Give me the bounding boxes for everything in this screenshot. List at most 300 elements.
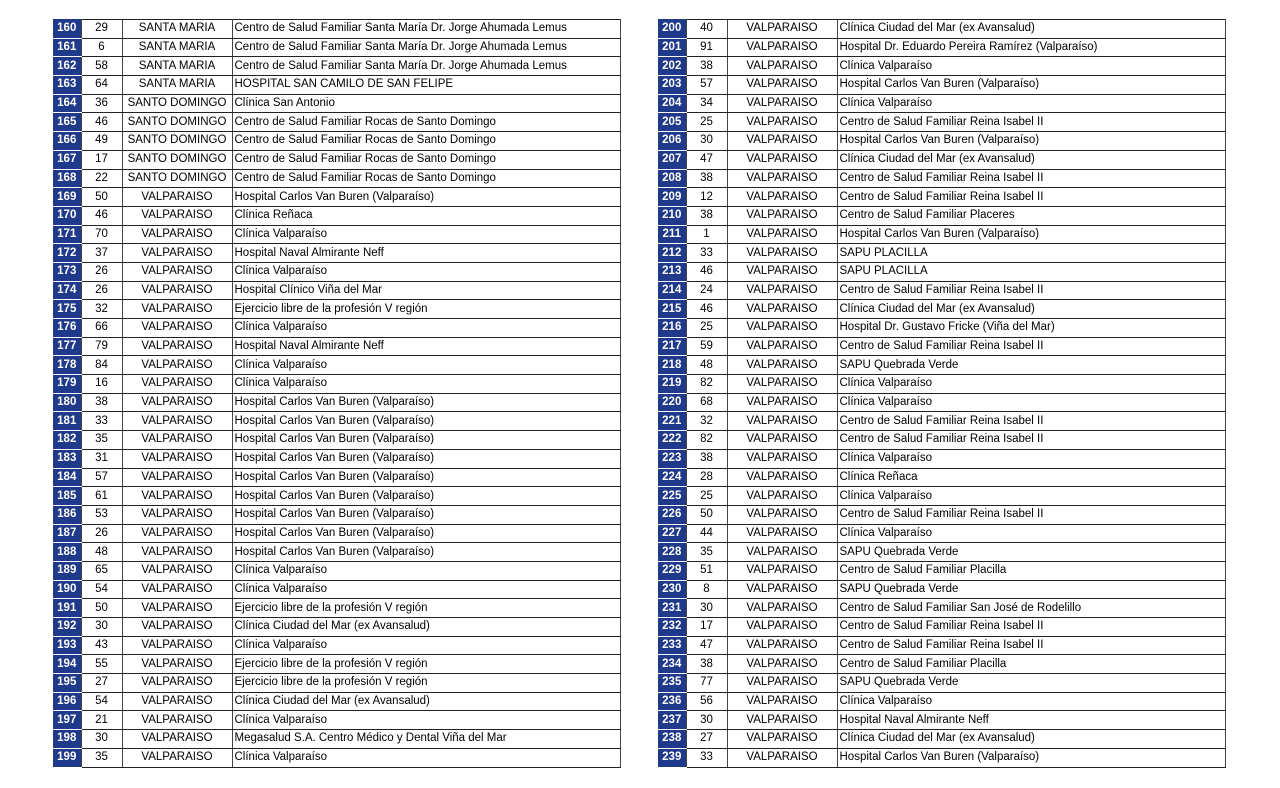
centro-cell: Clínica Valparaíso [232, 748, 620, 767]
row-number: 180 [53, 393, 81, 412]
table-row [658, 356, 1225, 375]
centro-cell: Megasalud S.A. Centro Médico y Dental Viña del Mar [232, 730, 620, 749]
centro-cell: Centro de Salud Familiar Santa María Dr. Jorge Ahumada Lemus [232, 20, 620, 39]
right-table-body [658, 20, 1225, 768]
table-row [53, 505, 620, 524]
centro-cell: Hospital Naval Almirante Neff [232, 337, 620, 356]
age-cell: 35 [81, 431, 122, 450]
age-cell: 43 [81, 636, 122, 655]
table-row [53, 319, 620, 338]
centro-cell: Clínica Ciudad del Mar (ex Avansalud) [232, 692, 620, 711]
row-number: 164 [53, 94, 81, 113]
comuna-cell: VALPARAISO [122, 225, 232, 244]
centro-cell: Clínica Valparaíso [232, 561, 620, 580]
table-row [53, 674, 620, 693]
centro-cell: Clínica Valparaíso [232, 225, 620, 244]
centro-cell: Centro de Salud Familiar Rocas de Santo Domingo [232, 150, 620, 169]
age-cell: 82 [686, 375, 727, 394]
comuna-cell: VALPARAISO [727, 748, 837, 767]
row-number: 191 [53, 599, 81, 618]
age-cell: 25 [686, 487, 727, 506]
table-row [658, 692, 1225, 711]
age-cell: 55 [81, 655, 122, 674]
comuna-cell: VALPARAISO [727, 319, 837, 338]
age-cell: 40 [686, 20, 727, 39]
centro-cell: Centro de Salud Familiar Rocas de Santo Domingo [232, 113, 620, 132]
age-cell: 38 [686, 57, 727, 76]
centro-cell: Centro de Salud Familiar Reina Isabel II [837, 281, 1225, 300]
comuna-cell: VALPARAISO [122, 412, 232, 431]
row-number: 195 [53, 674, 81, 693]
row-number: 237 [658, 711, 686, 730]
table-row [658, 393, 1225, 412]
comuna-cell: VALPARAISO [122, 636, 232, 655]
row-number: 171 [53, 225, 81, 244]
table-row [53, 543, 620, 562]
comuna-cell: VALPARAISO [122, 748, 232, 767]
age-cell: 26 [81, 281, 122, 300]
centro-cell: Hospital Carlos Van Buren (Valparaíso) [232, 487, 620, 506]
row-number: 228 [658, 543, 686, 562]
centro-cell: SAPU Quebrada Verde [837, 580, 1225, 599]
centro-cell: Centro de Salud Familiar Reina Isabel II [837, 636, 1225, 655]
row-number: 186 [53, 505, 81, 524]
comuna-cell: VALPARAISO [122, 244, 232, 263]
comuna-cell: VALPARAISO [122, 655, 232, 674]
centro-cell: Clínica Reñaca [837, 468, 1225, 487]
age-cell: 6 [81, 38, 122, 57]
age-cell: 82 [686, 431, 727, 450]
age-cell: 25 [686, 319, 727, 338]
table-row [53, 487, 620, 506]
comuna-cell: VALPARAISO [122, 618, 232, 637]
centro-cell: Centro de Salud Familiar Rocas de Santo Domingo [232, 169, 620, 188]
centro-cell: Clínica Valparaíso [837, 375, 1225, 394]
row-number: 209 [658, 188, 686, 207]
centro-cell: Clínica Ciudad del Mar (ex Avansalud) [232, 618, 620, 637]
comuna-cell: VALPARAISO [727, 132, 837, 151]
row-number: 216 [658, 319, 686, 338]
comuna-cell: VALPARAISO [727, 487, 837, 506]
age-cell: 54 [81, 580, 122, 599]
row-number: 219 [658, 375, 686, 394]
row-number: 239 [658, 748, 686, 767]
comuna-cell: VALPARAISO [727, 20, 837, 39]
age-cell: 66 [81, 319, 122, 338]
comuna-cell: VALPARAISO [727, 431, 837, 450]
table-row [658, 150, 1225, 169]
comuna-cell: VALPARAISO [122, 300, 232, 319]
centro-cell: Centro de Salud Familiar Placilla [837, 561, 1225, 580]
row-number: 181 [53, 412, 81, 431]
table-row [53, 94, 620, 113]
table-row [658, 38, 1225, 57]
centro-cell: Hospital Carlos Van Buren (Valparaíso) [232, 468, 620, 487]
table-row [53, 431, 620, 450]
centro-cell: Ejercicio libre de la profesión V región [232, 300, 620, 319]
centro-cell: Clínica Valparaíso [837, 487, 1225, 506]
table-row [53, 281, 620, 300]
left-data-table [53, 19, 621, 768]
comuna-cell: VALPARAISO [727, 674, 837, 693]
comuna-cell: SANTO DOMINGO [122, 132, 232, 151]
table-row [53, 150, 620, 169]
age-cell: 32 [81, 300, 122, 319]
table-row [53, 711, 620, 730]
row-number: 187 [53, 524, 81, 543]
centro-cell: Centro de Salud Familiar Rocas de Santo Domingo [232, 132, 620, 151]
row-number: 199 [53, 748, 81, 767]
row-number: 206 [658, 132, 686, 151]
centro-cell: Hospital Carlos Van Buren (Valparaíso) [837, 748, 1225, 767]
centro-cell: SAPU PLACILLA [837, 244, 1225, 263]
centro-cell: Hospital Carlos Van Buren (Valparaíso) [232, 431, 620, 450]
comuna-cell: VALPARAISO [727, 76, 837, 95]
age-cell: 34 [686, 94, 727, 113]
table-row [53, 337, 620, 356]
table-row [53, 38, 620, 57]
row-number: 185 [53, 487, 81, 506]
row-number: 225 [658, 487, 686, 506]
row-number: 165 [53, 113, 81, 132]
centro-cell: Hospital Carlos Van Buren (Valparaíso) [837, 132, 1225, 151]
table-row [53, 692, 620, 711]
centro-cell: Centro de Salud Familiar Reina Isabel II [837, 188, 1225, 207]
centro-cell: Clínica Valparaíso [837, 692, 1225, 711]
table-row [53, 412, 620, 431]
row-number: 200 [658, 20, 686, 39]
table-row [658, 57, 1225, 76]
comuna-cell: VALPARAISO [122, 281, 232, 300]
age-cell: 46 [81, 206, 122, 225]
age-cell: 21 [81, 711, 122, 730]
comuna-cell: VALPARAISO [727, 636, 837, 655]
right-data-table [658, 19, 1226, 768]
age-cell: 38 [686, 449, 727, 468]
table-row [658, 319, 1225, 338]
age-cell: 38 [81, 393, 122, 412]
table-row [658, 262, 1225, 281]
comuna-cell: VALPARAISO [122, 468, 232, 487]
comuna-cell: VALPARAISO [122, 543, 232, 562]
age-cell: 17 [686, 618, 727, 637]
row-number: 182 [53, 431, 81, 450]
age-cell: 91 [686, 38, 727, 57]
age-cell: 46 [686, 262, 727, 281]
centro-cell: Clínica Valparaíso [837, 449, 1225, 468]
row-number: 160 [53, 20, 81, 39]
centro-cell: Clínica Ciudad del Mar (ex Avansalud) [837, 150, 1225, 169]
age-cell: 33 [81, 412, 122, 431]
age-cell: 50 [81, 188, 122, 207]
age-cell: 25 [686, 113, 727, 132]
centro-cell: Hospital Carlos Van Buren (Valparaíso) [837, 225, 1225, 244]
centro-cell: Centro de Salud Familiar Placeres [837, 206, 1225, 225]
comuna-cell: VALPARAISO [122, 206, 232, 225]
row-number: 221 [658, 412, 686, 431]
row-number: 170 [53, 206, 81, 225]
row-number: 205 [658, 113, 686, 132]
comuna-cell: VALPARAISO [122, 375, 232, 394]
centro-cell: Ejercicio libre de la profesión V región [232, 599, 620, 618]
table-row [658, 599, 1225, 618]
age-cell: 68 [686, 393, 727, 412]
row-number: 238 [658, 730, 686, 749]
centro-cell: Hospital Naval Almirante Neff [232, 244, 620, 263]
row-number: 179 [53, 375, 81, 394]
age-cell: 22 [81, 169, 122, 188]
age-cell: 50 [686, 505, 727, 524]
comuna-cell: VALPARAISO [122, 262, 232, 281]
row-number: 226 [658, 505, 686, 524]
table-row [53, 636, 620, 655]
comuna-cell: SANTO DOMINGO [122, 113, 232, 132]
age-cell: 59 [686, 337, 727, 356]
comuna-cell: VALPARAISO [122, 431, 232, 450]
comuna-cell: VALPARAISO [727, 692, 837, 711]
age-cell: 35 [81, 748, 122, 767]
row-number: 197 [53, 711, 81, 730]
comuna-cell: VALPARAISO [122, 487, 232, 506]
row-number: 235 [658, 674, 686, 693]
age-cell: 48 [686, 356, 727, 375]
row-number: 214 [658, 281, 686, 300]
row-number: 233 [658, 636, 686, 655]
age-cell: 26 [81, 262, 122, 281]
table-row [658, 748, 1225, 767]
table-row [53, 244, 620, 263]
age-cell: 84 [81, 356, 122, 375]
table-row [53, 300, 620, 319]
comuna-cell: SANTO DOMINGO [122, 150, 232, 169]
table-row [658, 431, 1225, 450]
table-row [53, 561, 620, 580]
age-cell: 26 [81, 524, 122, 543]
comuna-cell: VALPARAISO [727, 337, 837, 356]
comuna-cell: VALPARAISO [122, 580, 232, 599]
comuna-cell: VALPARAISO [727, 711, 837, 730]
centro-cell: Hospital Naval Almirante Neff [837, 711, 1225, 730]
row-number: 217 [658, 337, 686, 356]
row-number: 222 [658, 431, 686, 450]
comuna-cell: SANTA MARIA [122, 38, 232, 57]
comuna-cell: VALPARAISO [727, 38, 837, 57]
centro-cell: Centro de Salud Familiar Reina Isabel II [837, 505, 1225, 524]
table-row [658, 206, 1225, 225]
row-number: 194 [53, 655, 81, 674]
centro-cell: Clínica Valparaíso [232, 636, 620, 655]
row-number: 178 [53, 356, 81, 375]
age-cell: 33 [686, 748, 727, 767]
comuna-cell: VALPARAISO [727, 57, 837, 76]
centro-cell: Clínica Reñaca [232, 206, 620, 225]
table-row [53, 599, 620, 618]
comuna-cell: VALPARAISO [122, 674, 232, 693]
centro-cell: SAPU Quebrada Verde [837, 674, 1225, 693]
table-row [658, 188, 1225, 207]
centro-cell: Centro de Salud Familiar Reina Isabel II [837, 431, 1225, 450]
row-number: 201 [658, 38, 686, 57]
comuna-cell: VALPARAISO [727, 580, 837, 599]
age-cell: 61 [81, 487, 122, 506]
centro-cell: Clínica Ciudad del Mar (ex Avansalud) [837, 730, 1225, 749]
comuna-cell: VALPARAISO [727, 300, 837, 319]
comuna-cell: SANTA MARIA [122, 76, 232, 95]
centro-cell: SAPU PLACILLA [837, 262, 1225, 281]
comuna-cell: VALPARAISO [122, 711, 232, 730]
row-number: 184 [53, 468, 81, 487]
centro-cell: Hospital Carlos Van Buren (Valparaíso) [837, 76, 1225, 95]
row-number: 213 [658, 262, 686, 281]
row-number: 183 [53, 449, 81, 468]
table-row [658, 281, 1225, 300]
table-row [658, 412, 1225, 431]
centro-cell: Clínica San Antonio [232, 94, 620, 113]
comuna-cell: VALPARAISO [727, 561, 837, 580]
row-number: 210 [658, 206, 686, 225]
comuna-cell: VALPARAISO [727, 412, 837, 431]
row-number: 218 [658, 356, 686, 375]
comuna-cell: VALPARAISO [727, 356, 837, 375]
comuna-cell: SANTO DOMINGO [122, 169, 232, 188]
age-cell: 58 [81, 57, 122, 76]
centro-cell: Centro de Salud Familiar Reina Isabel II [837, 618, 1225, 637]
age-cell: 29 [81, 20, 122, 39]
age-cell: 8 [686, 580, 727, 599]
comuna-cell: VALPARAISO [727, 468, 837, 487]
age-cell: 27 [686, 730, 727, 749]
comuna-cell: VALPARAISO [122, 319, 232, 338]
comuna-cell: VALPARAISO [727, 449, 837, 468]
age-cell: 47 [686, 636, 727, 655]
centro-cell: Centro de Salud Familiar San José de Rodelillo [837, 599, 1225, 618]
age-cell: 30 [81, 618, 122, 637]
comuna-cell: VALPARAISO [122, 561, 232, 580]
centro-cell: Clínica Valparaíso [232, 711, 620, 730]
row-number: 224 [658, 468, 686, 487]
table-row [658, 225, 1225, 244]
comuna-cell: VALPARAISO [727, 169, 837, 188]
centro-cell: Hospital Carlos Van Buren (Valparaíso) [232, 524, 620, 543]
age-cell: 46 [686, 300, 727, 319]
row-number: 168 [53, 169, 81, 188]
comuna-cell: VALPARAISO [727, 225, 837, 244]
comuna-cell: VALPARAISO [122, 730, 232, 749]
table-row [53, 20, 620, 39]
table-row [53, 730, 620, 749]
table-row [658, 561, 1225, 580]
table-row [658, 730, 1225, 749]
age-cell: 79 [81, 337, 122, 356]
age-cell: 46 [81, 113, 122, 132]
row-number: 176 [53, 319, 81, 338]
centro-cell: Centro de Salud Familiar Reina Isabel II [837, 169, 1225, 188]
comuna-cell: SANTO DOMINGO [122, 94, 232, 113]
centro-cell: Centro de Salud Familiar Santa María Dr. Jorge Ahumada Lemus [232, 38, 620, 57]
age-cell: 44 [686, 524, 727, 543]
comuna-cell: VALPARAISO [122, 449, 232, 468]
centro-cell: Centro de Salud Familiar Reina Isabel II [837, 113, 1225, 132]
comuna-cell: VALPARAISO [727, 94, 837, 113]
age-cell: 50 [81, 599, 122, 618]
table-row [53, 618, 620, 637]
age-cell: 37 [81, 244, 122, 263]
age-cell: 53 [81, 505, 122, 524]
row-number: 232 [658, 618, 686, 637]
row-number: 231 [658, 599, 686, 618]
row-number: 190 [53, 580, 81, 599]
table-row [53, 206, 620, 225]
comuna-cell: VALPARAISO [727, 655, 837, 674]
table-row [53, 113, 620, 132]
comuna-cell: VALPARAISO [727, 113, 837, 132]
centro-cell: Clínica Valparaíso [232, 580, 620, 599]
centro-cell: Clínica Valparaíso [837, 94, 1225, 113]
centro-cell: Hospital Carlos Van Buren (Valparaíso) [232, 393, 620, 412]
comuna-cell: VALPARAISO [727, 375, 837, 394]
row-number: 177 [53, 337, 81, 356]
row-number: 167 [53, 150, 81, 169]
comuna-cell: VALPARAISO [727, 618, 837, 637]
row-number: 203 [658, 76, 686, 95]
row-number: 207 [658, 150, 686, 169]
comuna-cell: VALPARAISO [122, 356, 232, 375]
row-number: 215 [658, 300, 686, 319]
centro-cell: Clínica Valparaíso [232, 319, 620, 338]
row-number: 162 [53, 57, 81, 76]
age-cell: 24 [686, 281, 727, 300]
comuna-cell: SANTA MARIA [122, 57, 232, 76]
row-number: 174 [53, 281, 81, 300]
row-number: 188 [53, 543, 81, 562]
age-cell: 77 [686, 674, 727, 693]
table-row [658, 300, 1225, 319]
comuna-cell: VALPARAISO [727, 393, 837, 412]
row-number: 227 [658, 524, 686, 543]
comuna-cell: VALPARAISO [727, 188, 837, 207]
table-row [658, 244, 1225, 263]
age-cell: 49 [81, 132, 122, 151]
centro-cell: Clínica Valparaíso [232, 375, 620, 394]
age-cell: 32 [686, 412, 727, 431]
age-cell: 36 [81, 94, 122, 113]
row-number: 212 [658, 244, 686, 263]
comuna-cell: VALPARAISO [122, 524, 232, 543]
table-row [658, 711, 1225, 730]
row-number: 202 [658, 57, 686, 76]
table-row [658, 94, 1225, 113]
comuna-cell: VALPARAISO [122, 599, 232, 618]
table-row [658, 618, 1225, 637]
table-row [53, 375, 620, 394]
table-row [658, 543, 1225, 562]
left-table-body [53, 20, 620, 768]
table-row [658, 524, 1225, 543]
table-row [53, 262, 620, 281]
age-cell: 27 [81, 674, 122, 693]
centro-cell: SAPU Quebrada Verde [837, 356, 1225, 375]
comuna-cell: VALPARAISO [727, 505, 837, 524]
comuna-cell: VALPARAISO [727, 150, 837, 169]
age-cell: 30 [686, 599, 727, 618]
row-number: 189 [53, 561, 81, 580]
comuna-cell: VALPARAISO [727, 524, 837, 543]
comuna-cell: VALPARAISO [122, 188, 232, 207]
age-cell: 17 [81, 150, 122, 169]
comuna-cell: VALPARAISO [122, 505, 232, 524]
centro-cell: Centro de Salud Familiar Placilla [837, 655, 1225, 674]
row-number: 192 [53, 618, 81, 637]
